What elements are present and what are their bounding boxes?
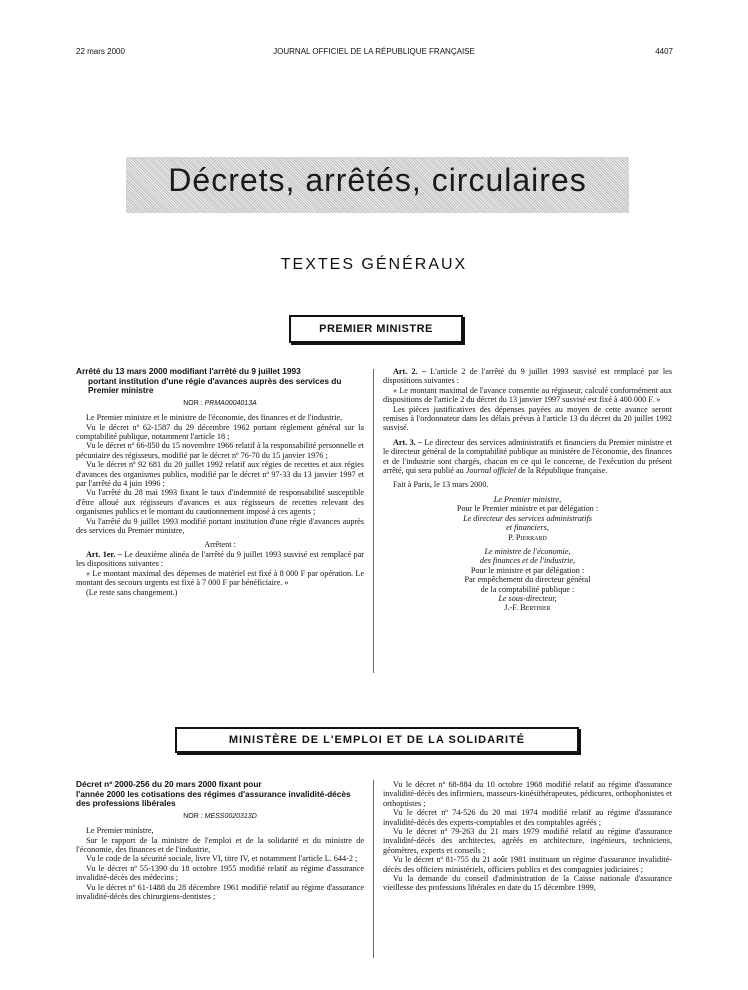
- decret-column-left: [76, 780, 364, 901]
- decret-column-right: [383, 780, 672, 893]
- signatory-delegation: Pour le Premier ministre et par délégation :: [456, 504, 599, 514]
- article-label: Art. 3. –: [393, 437, 423, 447]
- article-2: Art. 2. – L'article 2 de l'arrêté du 9 juillet 1993 susvisé est remplacé par les dispositions suivantes :: [383, 367, 673, 386]
- arrete-nor: [76, 399, 364, 408]
- signatory-title: Le ministre de l'économie,: [484, 546, 571, 556]
- paragraph: Vu le décret nº 66-850 du 15 novembre 1966 relatif à la responsabilité personnelle et pécuniaire des régisseurs, modifié par le décret nº 76-70 du 15 janvier 1976 ;: [76, 441, 364, 460]
- signatory-title: Le Premier ministre,: [493, 494, 562, 504]
- article-label: Art. 1er. –: [86, 549, 122, 559]
- signatory-role: et financiers,: [506, 523, 549, 533]
- signatory-delegation: Par empêchement du directeur général: [464, 575, 591, 585]
- paragraph: Vu l'arrêté du 28 mai 1993 fixant le taux d'indemnité de responsabilité susceptible d'être alloué aux régisseurs d'avances et aux régisseurs de recettes relevant des organismes publics et le montant du cautionnement imposé à ces agents ;: [76, 488, 364, 517]
- signatory-role: Le directeur des services administratifs: [463, 513, 592, 523]
- paragraph: Vu le décret nº 61-1488 du 28 décembre 1961 modifié relatif au régime d'assurance invalidité-décès des chirurgiens-dentistes ;: [76, 882, 364, 902]
- arrete-title-line1: Arrêté du 13 mars 2000 modifiant l'arrêté du 9 juillet 1993: [76, 366, 301, 376]
- paragraph: Vu la demande du conseil d'administration de la Caisse nationale d'assurance vieillesse des professions libérales en date du 15 décembre 1999,: [383, 874, 672, 893]
- signatory-name: P. Pierrard: [508, 532, 547, 542]
- arrete-column-left: [76, 367, 364, 597]
- nor-code: PRMA0004013A: [204, 399, 257, 407]
- paragraph: Le Premier ministre et le ministre de l'économie, des finances et de l'industrie,: [86, 413, 343, 423]
- decret-title: [76, 780, 364, 809]
- arrete-column-right: [383, 367, 672, 613]
- column-divider: [373, 369, 374, 673]
- header-date: 22 mars 2000: [76, 47, 125, 56]
- banner-title: Décrets, arrêtés, circulaires: [168, 162, 587, 198]
- paragraph: Vu le décret nº 81-755 du 21 août 1981 instituant un régime d'assurance invalidité-décès des officiers ministériels, officiers publics et des compagnies judiciaires ;: [383, 855, 672, 874]
- nor-label: NOR :: [183, 812, 205, 820]
- section-title: TEXTES GÉNÉRAUX: [280, 256, 468, 273]
- paragraph: Vu le décret nº 74-526 du 20 mai 1974 modifié relatif au régime d'assurance invalidité-décès des experts-comptables et des comptables agréés ;: [383, 808, 672, 827]
- paragraph: Les pièces justificatives des dépenses payées au moyen de cette avance seront remises à l'ordonnateur dans les délais prévus à l'article 13 du décret du 20 juillet 1992 susvisé.: [383, 404, 672, 433]
- signature-date: Fait à Paris, le 13 mars 2000.: [393, 480, 489, 490]
- signatory-delegation: de la comptabilité publique :: [480, 584, 575, 594]
- paragraph: Vu l'arrêté du 9 juillet 1993 modifié portant institution d'une régie d'avances auprès des services du Premier ministre,: [76, 516, 364, 536]
- arrete-title-line2: portant institution d'une régie d'avances auprès des services du Premier ministre: [88, 375, 342, 396]
- paragraph: Vu le décret nº 55-1390 du 18 octobre 1955 modifié relatif au régime d'assurance invalidité-décès des médecins ;: [76, 863, 364, 883]
- article-3: Art. 3. – Le directeur des services administratifs et financiers du Premier ministre et le directeur général de la comptabilité publique au ministère de l'économie, des finances et de l'industrie sont chargés, chacun en ce qui le concerne, de l'exécution du présent arrêté, qui sera publié au Journal officiel de la République française.: [383, 437, 672, 476]
- decret-title-line2: l'année 2000 les cotisations des régimes d'assurance invalidité-décès des professions libérales: [76, 788, 351, 809]
- paragraph: Vu le décret nº 68-884 du 10 octobre 1968 modifié relatif au régime d'assurance invalidité-décès des infirmiers, masseurs-kinésithérapeutes, pédicures, orthophonistes et orthoptistes ;: [383, 780, 672, 808]
- article-label: Art. 2. –: [393, 367, 426, 376]
- signatory-title: des finances et de l'industrie,: [479, 556, 576, 566]
- paragraph: « Le montant maximal de l'avance consentie au régisseur, calculé conformément aux dispositions de l'article 2 du décret du 13 janvier 1997 susvisé est fixé à 400 000 F. »: [383, 385, 672, 405]
- journal-title: JOURNAL OFFICIEL DE LA RÉPUBLIQUE FRANÇAISE: [273, 47, 475, 56]
- page-number: 4407: [655, 47, 673, 56]
- paragraph: Vu le code de la sécurité sociale, livre VI, titre IV, et notamment l'article L. 644-2 ;: [86, 854, 358, 864]
- nor-label: NOR :: [183, 399, 205, 407]
- paragraph: (Le reste sans changement.): [86, 587, 178, 597]
- paragraph: Vu le décret nº 79-263 du 21 mars 1979 modifié relatif au régime d'assurance invalidité-décès des architectes, agréés en architecture, ingénieurs, techniciens, géomètres, experts et conseils ;: [383, 827, 672, 855]
- ministry-box-premier-ministre: PREMIER MINISTRE: [289, 315, 463, 343]
- paragraph: Le Premier ministre,: [86, 826, 154, 836]
- signatory-role: Le sous-directeur,: [498, 593, 557, 603]
- paragraph: Sur le rapport de la ministre de l'emploi et de la solidarité et du ministre de l'économie, des finances et de l'industrie,: [76, 835, 364, 854]
- arretent: Arrêtent :: [204, 540, 236, 550]
- signatory-delegation: Pour le ministre et par délégation :: [470, 565, 585, 575]
- decret-title-line1: Décret nº 2000-256 du 20 mars 2000 fixant pour: [76, 779, 262, 789]
- article-1: Art. 1er. – Le deuxième alinéa de l'arrêté du 9 juillet 1993 susvisé est remplacé par les dispositions suivantes :: [76, 549, 364, 569]
- signatory-name: J.-F. Berthier: [504, 603, 551, 613]
- paragraph: « Le montant maximal des dépenses de matériel est fixé à 8 000 F par opération. Le montant des secours urgents est fixé à 7 000 F par bénéficiaire. »: [76, 568, 364, 588]
- paragraph: Vu le décret nº 92 681 du 20 juillet 1992 relatif aux régies de recettes et aux régies d'avances des organismes publics, modifié par le décret nº 97-33 du 13 janvier 1997 et par l'arrêté du 4 juin 1996 ;: [76, 460, 364, 489]
- ministry-box-emploi-solidarite: MINISTÈRE DE L'EMPLOI ET DE LA SOLIDARITÉ: [175, 727, 579, 753]
- paragraph: Vu le décret nº 62-1587 du 29 décembre 1962 portant règlement général sur la comptabilité publique, notamment l'article 18 ;: [76, 422, 364, 441]
- column-divider: [373, 780, 374, 958]
- decret-nor: [76, 812, 364, 821]
- nor-code: MESS0020313D: [204, 812, 257, 820]
- arrete-title: [76, 367, 364, 396]
